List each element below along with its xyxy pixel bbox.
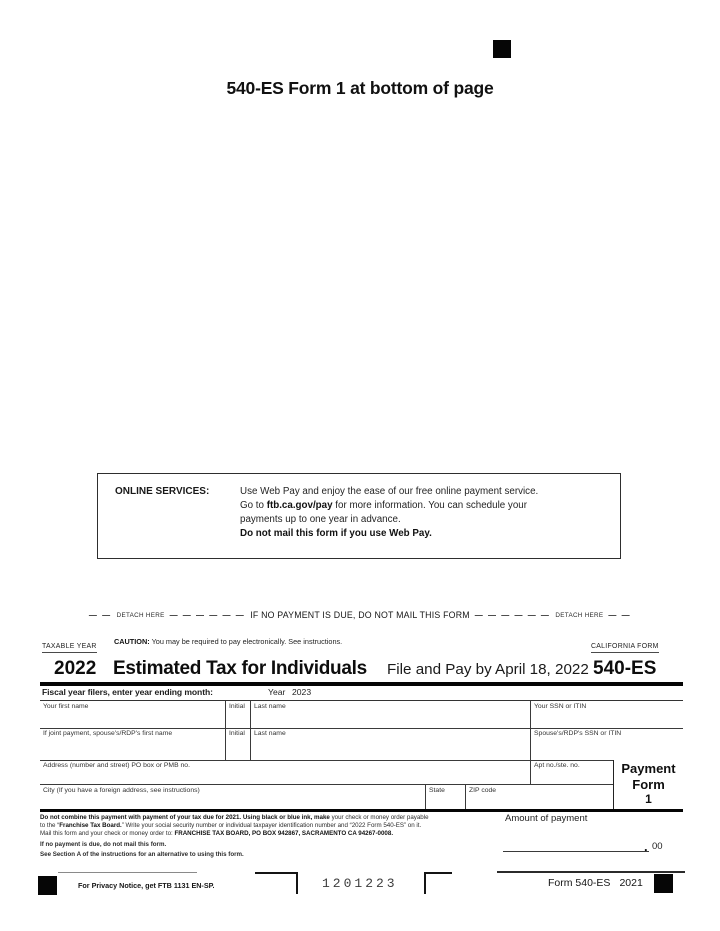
form-number: 540-ES xyxy=(593,658,657,679)
spouse-last-name-field[interactable] xyxy=(250,728,530,760)
address-label: Address (number and street) PO box or PMB no. xyxy=(43,762,190,769)
footer-rule-left xyxy=(58,872,197,873)
detach-dashes: — — — — — — xyxy=(474,610,551,620)
crop-mark-left-horizontal xyxy=(255,872,298,874)
ssn-label: Your SSN or ITIN xyxy=(534,703,587,710)
city-field[interactable] xyxy=(40,785,425,810)
registration-mark-bottom-right xyxy=(654,874,673,893)
caution-label: CAUTION: xyxy=(114,637,150,646)
instruction-line-1: Do not combine this payment with payment of your tax due for 2021. Using black or blue ink, make your check or money order payable xyxy=(40,814,429,821)
spouse-last-name-label: Last name xyxy=(254,730,286,737)
payment-box-word-form: Form xyxy=(632,776,665,792)
last-name-label: Last name xyxy=(254,703,286,710)
instruction-line-3: Mail this form and your check or money order to: FRANCHISE TAX BOARD, PO BOX 942867, SACRAMENTO CA 94267-0008. xyxy=(40,830,394,838)
no-payment-message: IF NO PAYMENT IS DUE, DO NOT MAIL THIS FORM xyxy=(250,610,470,620)
spouse-first-name-label: If joint payment, spouse's/RDP's first name xyxy=(43,730,173,737)
page-title: 540-ES Form 1 at bottom of page xyxy=(226,78,494,98)
registration-mark-top xyxy=(493,40,511,58)
cents-value: 00 xyxy=(652,841,663,852)
spouse-ssn-label: Spouse's/RDP's SSN or ITIN xyxy=(534,730,622,737)
online-services-line1: Use Web Pay and enjoy the ease of our free online payment service. xyxy=(240,486,539,497)
footer-form-id xyxy=(548,877,643,889)
detach-dashes: — — xyxy=(88,610,112,620)
footer-rule-right xyxy=(497,871,685,873)
initial-label: Initial xyxy=(229,703,245,710)
ssn-field[interactable] xyxy=(530,701,683,728)
crop-mark-left-vertical xyxy=(296,872,298,894)
taxpayer-fields-table xyxy=(40,701,683,810)
instruction-line-5: See Section A of the instructions for an alternative to using this form. xyxy=(40,850,244,858)
detach-strip xyxy=(28,610,692,620)
california-form-label: CALIFORNIA FORM xyxy=(591,643,659,653)
row-your-name xyxy=(40,701,683,729)
spouse-initial-field[interactable] xyxy=(225,728,250,760)
zip-label: ZIP code xyxy=(469,787,497,794)
footer-form-name: Form 540-ES xyxy=(548,877,611,889)
spouse-first-name-field[interactable] xyxy=(40,728,225,760)
online-services-line4: Do not mail this form if you use Web Pay. xyxy=(240,528,432,539)
payment-form-1-box xyxy=(613,760,683,810)
state-field[interactable] xyxy=(425,785,465,810)
detach-dashes: — — xyxy=(608,610,632,620)
tax-year: 2022 xyxy=(54,658,97,679)
online-services-label: ONLINE SERVICES: xyxy=(115,486,210,497)
row-spouse-name xyxy=(40,728,683,761)
zip-field[interactable] xyxy=(465,785,613,810)
initial-field[interactable] xyxy=(225,701,250,728)
fiscal-year-word: Year xyxy=(268,687,286,697)
amount-entry-line[interactable] xyxy=(503,851,649,852)
first-name-label: Your first name xyxy=(43,703,89,710)
instruction-line-2: to the “Franchise Tax Board.” Write your social security number or individual taxpayer identification number and “2022 Form 540-ES” on it. xyxy=(40,822,422,830)
spouse-initial-label: Initial xyxy=(229,730,245,737)
detach-here-label-left: DETACH HERE xyxy=(116,611,165,619)
header-rule xyxy=(40,682,683,686)
state-label: State xyxy=(429,787,445,794)
mailing-instructions xyxy=(40,814,502,859)
webpay-link: ftb.ca.gov/pay xyxy=(266,500,333,511)
privacy-notice: For Privacy Notice, get FTB 1131 EN-SP. xyxy=(78,881,215,890)
payment-box-number: 1 xyxy=(645,792,652,806)
online-services-line2: Go to ftb.ca.gov/pay for more information. You can schedule your xyxy=(240,500,527,511)
online-services-text xyxy=(240,485,612,541)
fiscal-filers-label: Fiscal year filers, enter year ending month: xyxy=(42,687,213,697)
city-label: City (If you have a foreign address, see instructions) xyxy=(43,787,200,794)
crop-mark-right-horizontal xyxy=(424,872,452,874)
file-and-pay-date: File and Pay by April 18, 2022 xyxy=(387,661,589,678)
fiscal-year-row xyxy=(40,687,683,701)
caution-note: CAUTION: You may be required to pay electronically. See instructions. xyxy=(114,637,343,646)
table-bottom-rule xyxy=(40,809,683,812)
online-services-line3: payments up to one year in advance. xyxy=(240,514,401,525)
apt-label: Apt no./ste. no. xyxy=(534,762,580,769)
crop-mark-right-vertical xyxy=(424,872,426,894)
row-address xyxy=(40,760,683,785)
row-city xyxy=(40,785,683,810)
footer-form-year: 2021 xyxy=(619,877,643,889)
detach-dashes: — — — — — — xyxy=(169,610,246,620)
apt-field[interactable] xyxy=(530,760,613,785)
fiscal-year-value[interactable]: 2023 xyxy=(292,687,312,697)
taxable-year-label: TAXABLE YEAR xyxy=(42,643,97,653)
instruction-line-4: If no payment is due, do not mail this form. xyxy=(40,840,167,848)
registration-mark-bottom-left xyxy=(38,876,57,895)
address-field[interactable] xyxy=(40,760,530,785)
first-name-field[interactable] xyxy=(40,701,225,728)
scanline-code: 1201223 xyxy=(322,876,398,891)
last-name-field[interactable] xyxy=(250,701,530,728)
decimal-point: . xyxy=(644,839,648,854)
payment-box-word-payment: Payment xyxy=(621,761,676,776)
form-title: Estimated Tax for Individuals xyxy=(113,658,367,679)
detach-here-label-right: DETACH HERE xyxy=(555,611,604,619)
amount-of-payment-label: Amount of payment xyxy=(505,813,588,824)
spouse-ssn-field[interactable] xyxy=(530,728,683,760)
